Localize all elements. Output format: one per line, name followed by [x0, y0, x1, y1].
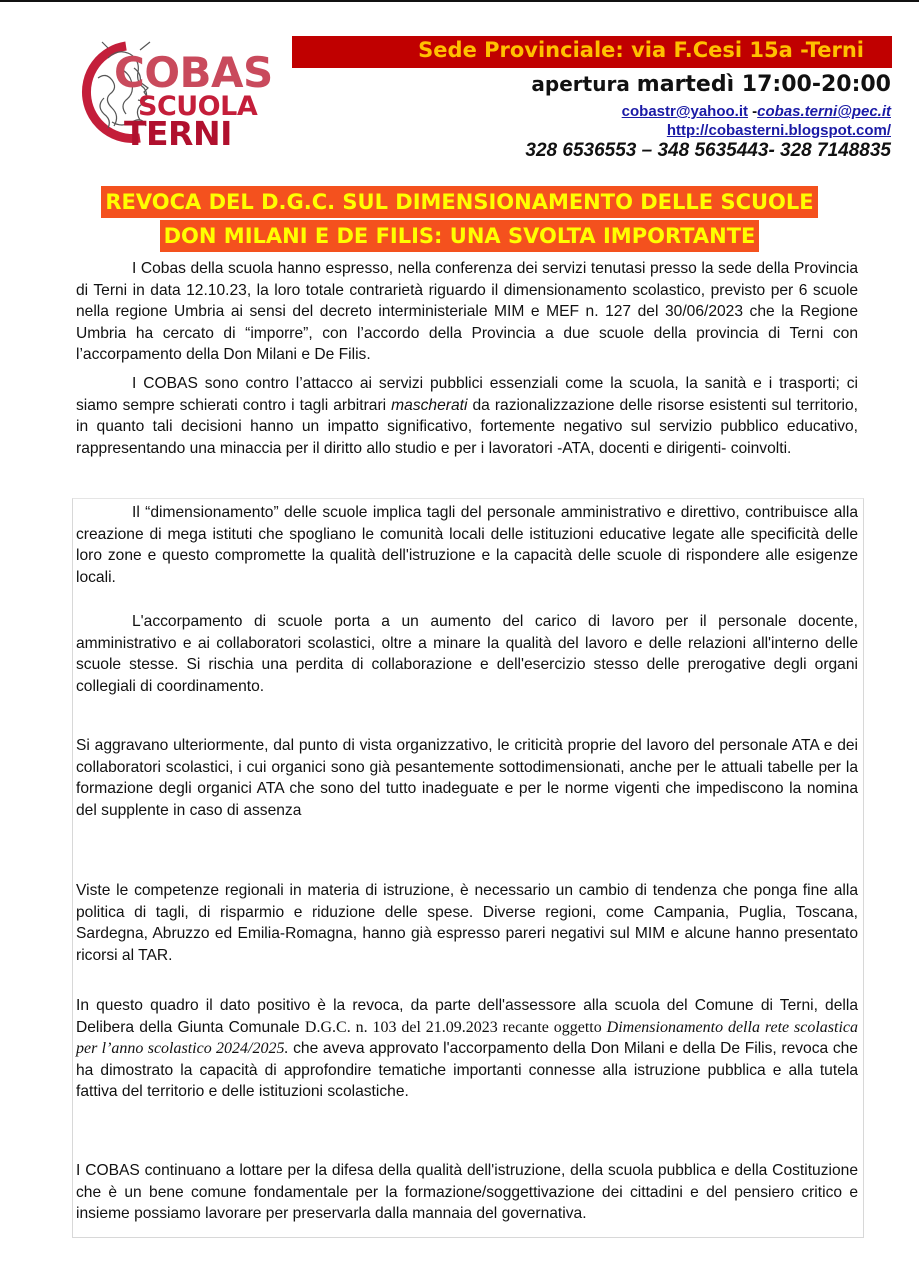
logo-terni: TERNI	[124, 114, 232, 153]
email-yahoo-link[interactable]: cobastr@yahoo.it	[621, 103, 748, 120]
text-frame	[72, 498, 864, 1238]
logo-scuola: SCUOLA	[138, 91, 258, 122]
paragraph-1-text: I Cobas della scuola hanno espresso, nella conferenza dei servizi tenutasi presso la sede della Provincia di Terni in data 12.10.23, la loro totale contrarietà riguardo il dimensionamento scolastico, previsto per 6 scuole nella regione Umbria ai sensi del decreto interministeriale MIM e MEF n. 127 del 30/06/2023 che la Regione Umbria ha cercato di “imporre”, con l’accordo della Provincia a due scuole della provincia di Terni con l’accorpamento della Don Milani e De Filis.	[76, 260, 858, 364]
opening-time: martedì 17:00-20:00	[636, 72, 891, 97]
paragraph-7-text-b: che aveva approvato l'accorpamento della Don Milani e della De Filis, revoca che ha dimostrato la capacità di approfondire tematiche importanti connesse alla istruzione pubblica e alla tutela fattiva del territorio e delle istituzioni scolastiche.	[76, 1040, 858, 1101]
headline-line-1	[0, 186, 919, 218]
paragraph-5-text: Si aggravano ulteriormente, dal punto di vista organizzativo, le criticità proprie del lavoro del personale ATA e dei collaboratori scolastici, i cui organici sono già pesantemente sottodimensionati, anche per le attuali tabelle per la formazione degli organici ATA che sono del tutto inadeguate e per le norme vigenti che impediscono la nomina del supplente in caso di assenza	[76, 737, 858, 819]
paragraph-2-text-b: da razionalizzazione delle risorse esistenti sul territorio, in quanto tali decisioni hanno un impatto significativo, fortemente negativo sul servizio pubblico educativo, rappresentando una minaccia per il diritto allo studio e per i lavoratori -ATA, docenti e dirigenti- coinvolti.	[76, 396, 858, 457]
email-pec-link[interactable]: cobas.terni@pec.it	[757, 103, 891, 120]
sede-banner	[292, 36, 892, 68]
paragraph-7	[76, 995, 858, 1103]
paragraph-6-text: Viste le competenze regionali in materia di istruzione, è necessario un cambio di tendenza che ponga fine alla politica di tagli, di risparmio e riduzione delle spese. Diverse regioni, come Campania, Puglia, Toscana, Sardegna, Abruzzo ed Emilia-Romagna, hanno già espresso pareri negativi sul MIM e alcune hanno presentato ricorsi al TAR.	[76, 882, 858, 964]
paragraph-2-italic: mascherati	[391, 396, 468, 414]
top-border	[0, 0, 919, 2]
paragraph-4	[76, 611, 858, 697]
website-link[interactable]: http://cobasterni.blogspot.com/	[666, 122, 891, 139]
cobas-logo	[78, 38, 278, 153]
paragraph-1	[76, 258, 858, 366]
headline-line-2	[0, 220, 919, 252]
paragraph-8-text: I COBAS continuano a lottare per la difesa della qualità dell'istruzione, della scuola pubblica e della Costituzione che è un bene comune fondamentale per la formazione/soggettivazione dei cittadini e del pensiero critico e insieme possiamo lavorare per preservarla dalla mannaia del governativa.	[76, 1162, 858, 1223]
phone-numbers: 328 6536553 – 348 5635443- 328 7148835	[525, 140, 891, 161]
headline-text-1: REVOCA DEL D.G.C. SUL DIMENSIONAMENTO DELLE SCUOLE	[101, 186, 817, 218]
paragraph-8	[76, 1160, 858, 1225]
paragraph-2-text-a: I COBAS sono contro l’attacco ai servizi pubblici essenziali come la scuola, la sanità e i trasporti; ci siamo sempre schierati contro i tagli arbitrari	[76, 375, 858, 414]
paragraph-7-italic-title: Dimensionamento della rete scolastica per l’anno scolastico 2024/2025.	[76, 1018, 858, 1058]
headline-text-2: DON MILANI E DE FILIS: UNA SVOLTA IMPORTANTE	[160, 220, 760, 252]
opening-hours	[531, 72, 891, 97]
paragraph-6	[76, 880, 858, 966]
paragraph-5	[76, 735, 858, 821]
sede-address: Sede Provinciale: via F.Cesi 15a -Terni	[418, 38, 864, 62]
paragraph-3	[76, 502, 858, 588]
paragraph-3-text: Il “dimensionamento” delle scuole implica tagli del personale amministrativo e direttivo, contribuisce alla creazione di mega istituti che spogliano le comunità locali delle istituzioni educative legate alle specificità delle loro zone e questo compromette la qualità dell'istruzione e la capacità delle scuole di rispondere alle esigenze locali.	[76, 504, 858, 586]
opening-label: apertura	[531, 72, 630, 96]
contacts	[622, 102, 891, 140]
paragraph-7-text-a: In questo quadro il dato positivo è la revoca, da parte dell'assessore alla scuola del Comune di Terni, della Delibera della Giunta Comunale	[76, 997, 858, 1036]
paragraph-7-dgc-reference: D.G.C. n. 103 del 21.09.2023 recante oggetto	[304, 1018, 607, 1036]
paragraph-4-text: L'accorpamento di scuole porta a un aumento del carico di lavoro per il personale docente, amministrativo e ai collaboratori scolastici, oltre a minare la qualità del lavoro e delle relazioni all'interno delle scuole stesse. Si rischia una perdita di collaborazione e dell'esercizio stesso delle prerogative degli organi collegiali di coordinamento.	[76, 613, 858, 695]
logo-cobas: COBAS	[114, 48, 273, 97]
paragraph-2	[76, 373, 858, 459]
email-separator: -	[748, 103, 758, 120]
